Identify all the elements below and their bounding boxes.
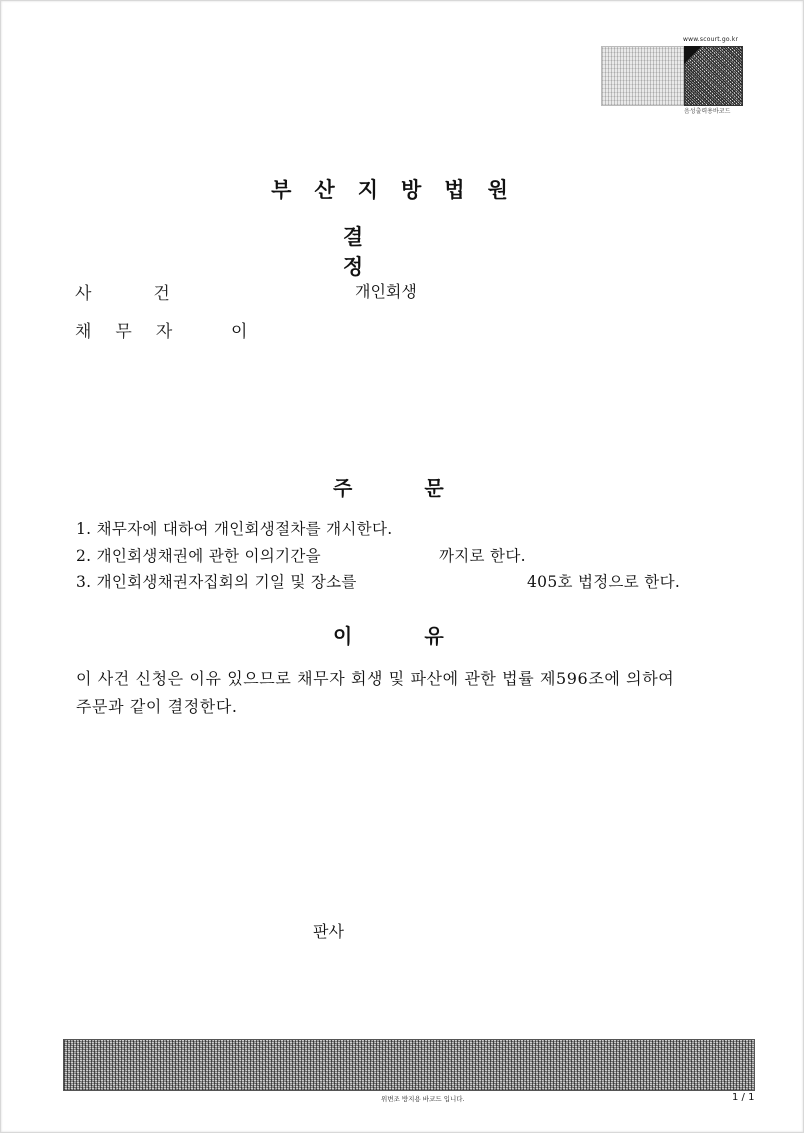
debtor-label: 채무자: [75, 322, 197, 342]
judge-label: 판사: [313, 922, 344, 941]
page-number: 1 / 1: [732, 1092, 755, 1103]
anti-forgery-barcode: [63, 1039, 755, 1091]
order-item-1: 1. 채무자에 대하여 개인회생절차를 개시한다.: [76, 520, 393, 538]
order-item-3-prefix: 3. 개인회생채권자집회의 기일 및 장소를: [76, 573, 357, 591]
order-item-2-suffix: 까지로 한다.: [439, 547, 526, 565]
reason-line-1: 이 사건 신청은 이유 있으므로 채무자 회생 및 파산에 관한 법률 제596조에 의하여: [76, 669, 675, 688]
anti-forgery-caption: 위변조 방지용 바코드 입니다.: [381, 1095, 465, 1103]
order-item-3-suffix: 405호 법정으로 한다.: [527, 573, 681, 591]
reason-line-2: 주문과 같이 결정한다.: [76, 697, 238, 716]
debtor-value: 이: [231, 322, 248, 342]
audio-barcode-caption: 음성출력용바코드: [684, 108, 731, 115]
document-title: 결정: [342, 225, 460, 279]
court-name: 부산지방법원: [271, 178, 531, 202]
case-value: 개인회생: [355, 282, 417, 301]
case-label: 사건: [75, 284, 232, 304]
scan-noise-image: [601, 46, 685, 106]
order-item-2-prefix: 2. 개인회생채권에 관한 이의기간을: [76, 547, 321, 565]
order-heading: 주문: [333, 476, 516, 500]
barcode-corner-mark: [684, 46, 702, 64]
reason-heading: 이유: [333, 624, 516, 648]
barcode-url: www.scourt.go.kr: [683, 36, 739, 43]
